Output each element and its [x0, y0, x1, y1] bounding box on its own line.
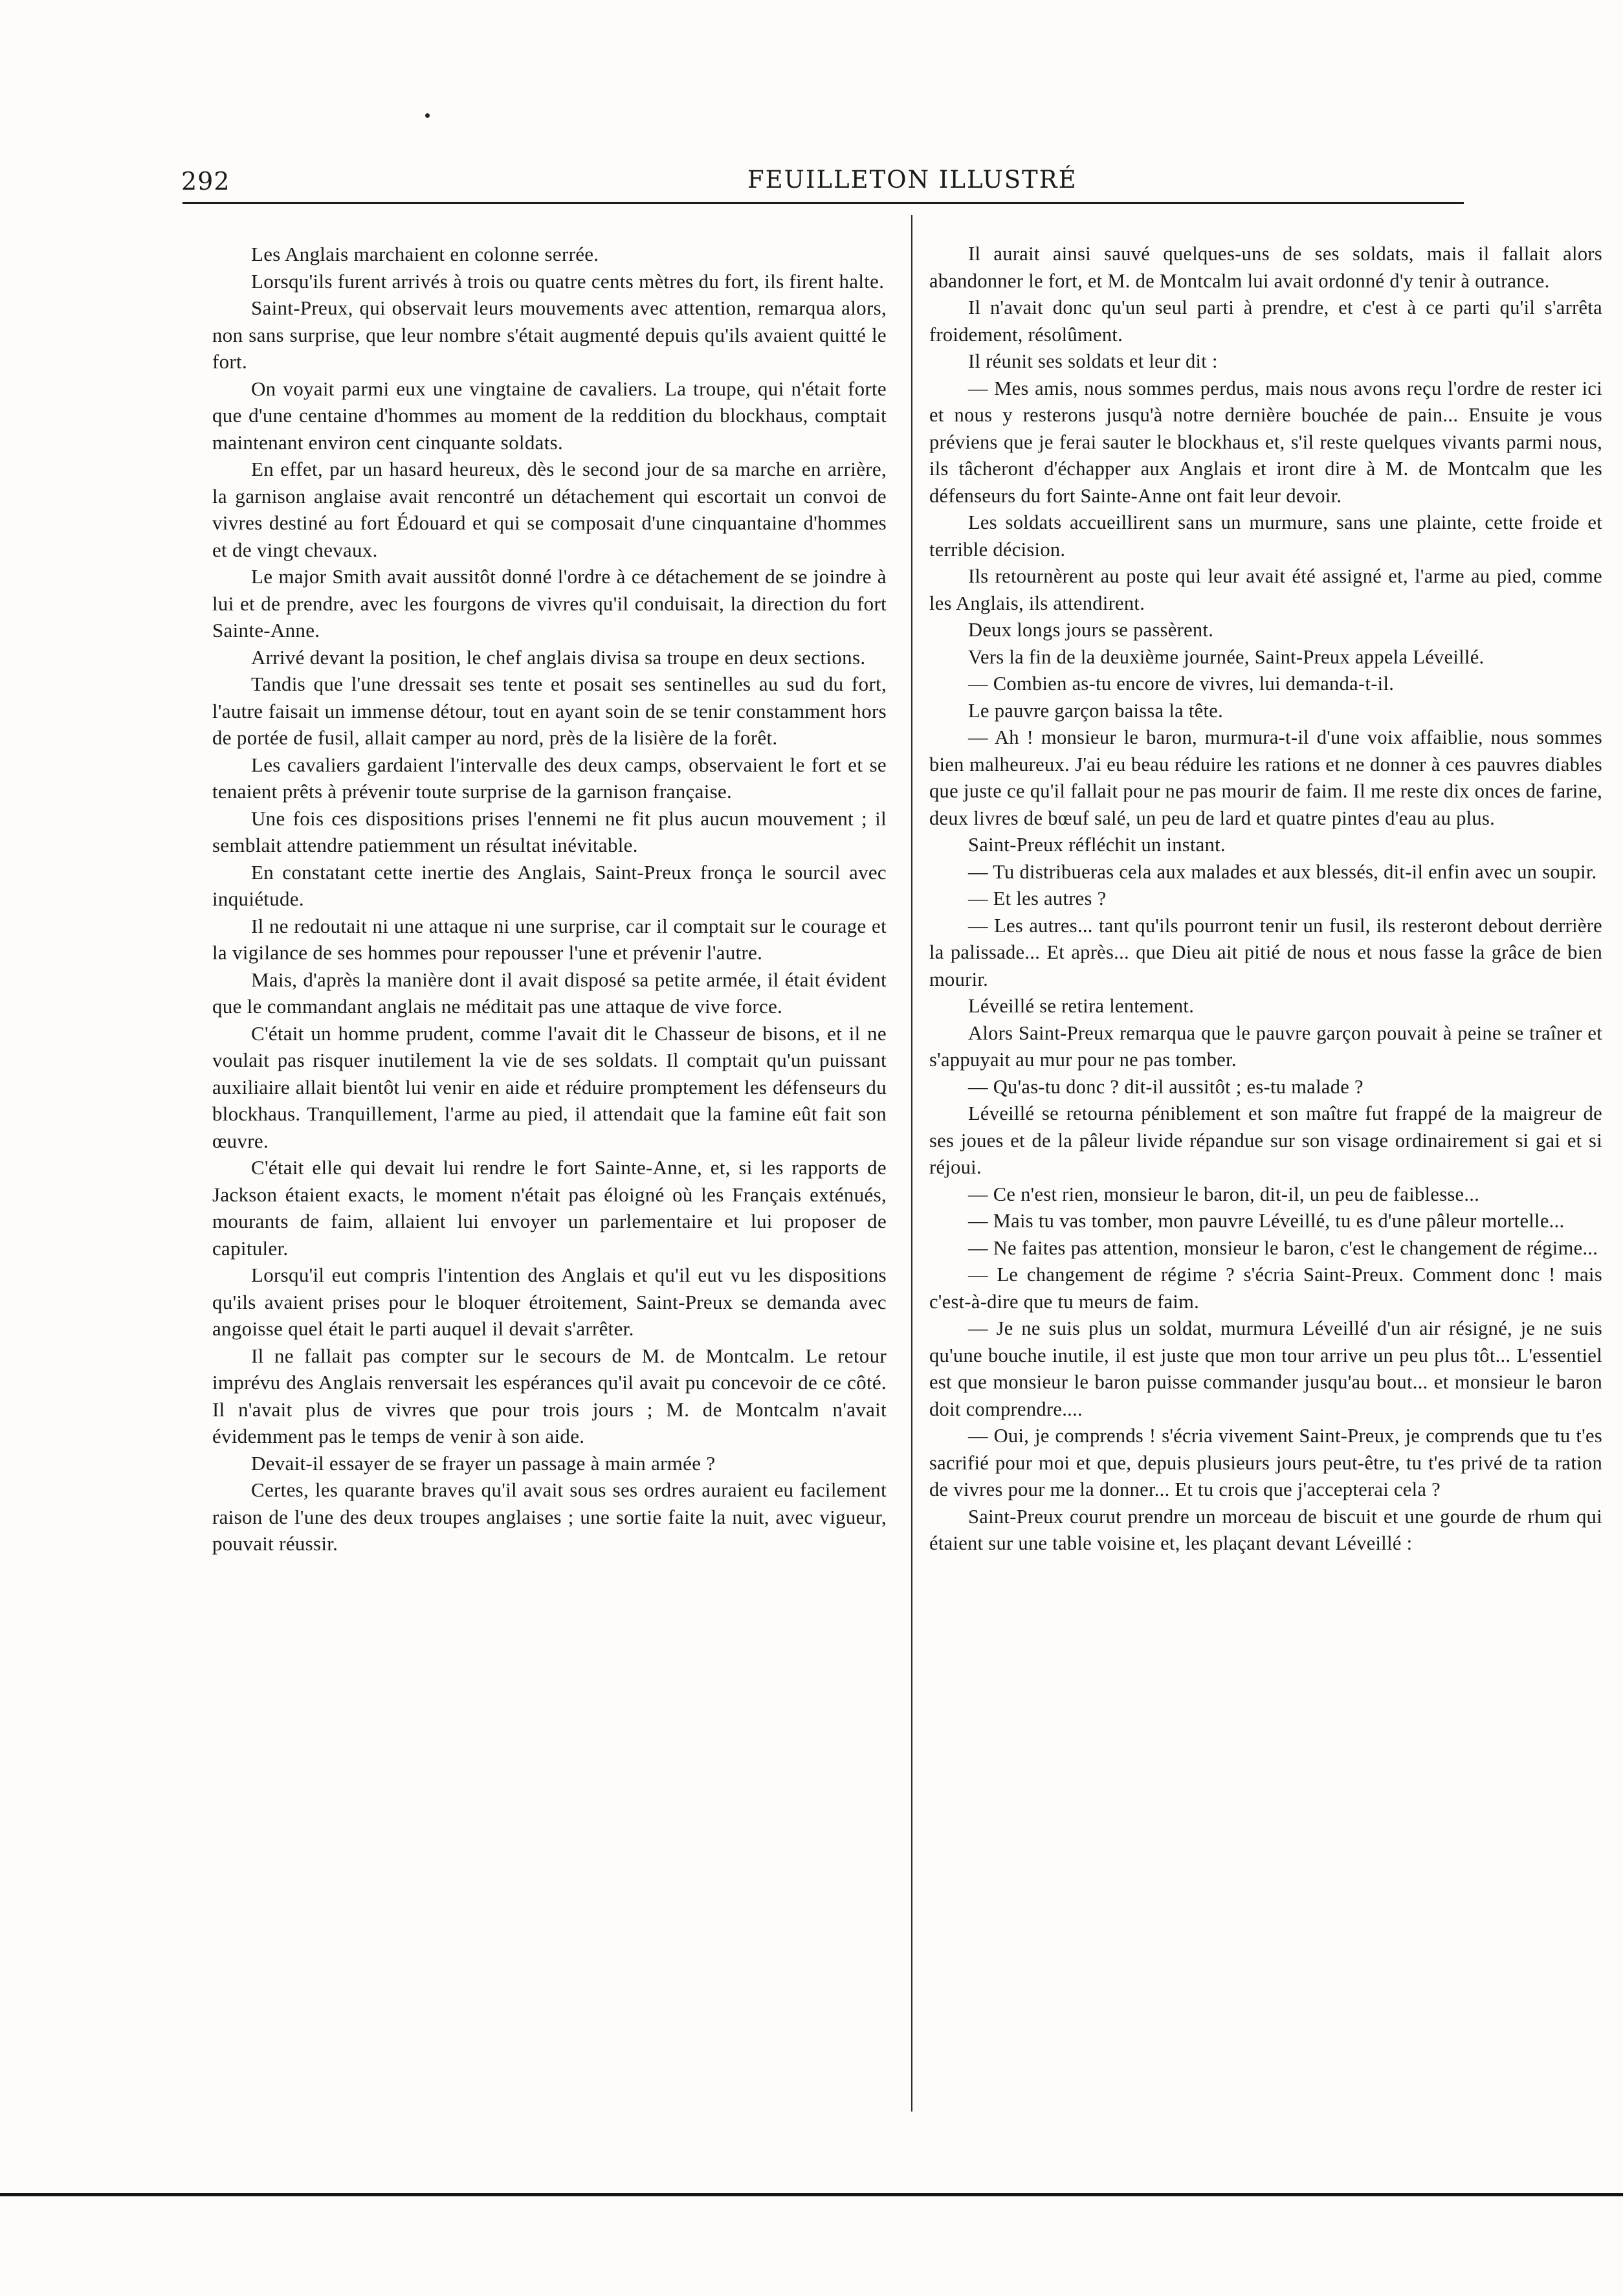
paragraph: Ils retournèrent au poste qui leur avait été assigné et, l'arme au pied, comme les Anglais, ils attendirent. [929, 565, 1602, 614]
paragraph: — Je ne suis plus un soldat, murmura Léveillé d'un air résigné, je ne suis qu'une bouche inutile, il est juste que mon tour arrive un peu plus tôt... L'essentiel est que monsieur le baron puisse commander jusqu'au bout... et monsieur le baron doit comprendre.... [929, 1317, 1602, 1420]
paragraph: — Oui, je comprends ! s'écria vivement Saint-Preux, je comprends que tu t'es sacrifié pour moi et que, depuis plusieurs jours peut-être, tu t'es privé de ta ration de vivres pour me la donner... Et tu crois que j'accepterai cela ? [929, 1425, 1602, 1500]
ink-speck [425, 113, 430, 118]
paragraph: C'était elle qui devait lui rendre le fort Sainte-Anne, et, si les rapports de Jackson étaient exacts, le moment n'était pas éloigné où les Français exténués, mourants de faim, allaient lui envoyer un parlementaire et lui proposer de capituler. [212, 1156, 887, 1260]
paragraph: Le major Smith avait aussitôt donné l'ordre à ce détachement de se joindre à lui et de prendre, avec les fourgons de vivres qu'il conduisait, la direction du fort Sainte-Anne. [212, 565, 887, 641]
paragraph: — Tu distribueras cela aux malades et aux blessés, dit-il enfin avec un soupir. [968, 860, 1597, 883]
paragraph: Mais, d'après la manière dont il avait disposé sa petite armée, il était évident que le commandant anglais ne méditait pas une attaque de vive force. [212, 968, 887, 1018]
paragraph: Une fois ces dispositions prises l'ennemi ne fit plus aucun mouvement ; il semblait attendre patiemment un résultat inévitable. [212, 807, 887, 856]
paragraph: Les Anglais marchaient en colonne serrée. [251, 243, 599, 265]
paragraph: Devait-il essayer de se frayer un passage à main armée ? [251, 1451, 716, 1475]
paragraph: — Combien as-tu encore de vivres, lui demanda-t-il. [968, 673, 1395, 695]
paragraph: Lorsqu'ils furent arrivés à trois ou quatre cents mètres du fort, ils firent halte. [251, 269, 885, 293]
paragraph: Lorsqu'il eut compris l'intention des Anglais et qu'il eut vu les dispositions qu'ils avaient prises pour le bloquer étroitement, Saint-Preux se demanda avec angoisse quel était le parti auquel il devait s'arrêter. [212, 1264, 887, 1340]
paragraph: Saint-Preux courut prendre un morceau de biscuit et une gourde de rhum qui étaient sur une table voisine et, les plaçant devant Léveillé : [929, 1505, 1602, 1554]
paragraph: Il ne fallait pas compter sur le secours de M. de Montcalm. Le retour imprévu des Anglais renversait les espérances qu'il avait pu concevoir de ce côté. Il n'avait plus de vivres que pour trois jours ; M. de Montcalm n'avait évidemment pas le temps de venir à son aide. [212, 1344, 887, 1447]
paragraph: C'était un homme prudent, comme l'avait dit le Chasseur de bisons, et il ne voulait pas risquer inutilement la vie de ses soldats. Il comptait qu'un puissant auxiliaire allait bientôt lui venir en aide et réduire promptement les défenseurs du blockhaus. Tranquillement, l'arme au pied, il attendait que la famine eût fait son œuvre. [212, 1021, 887, 1152]
right-column [929, 241, 1602, 1557]
paragraph: — Ce n'est rien, monsieur le baron, dit-il, un peu de faiblesse... [968, 1183, 1480, 1205]
paragraph: Léveillé se retourna péniblement et son maître fut frappé de la maigreur de ses joues et de la pâleur livide répandue sur son visage ordinairement si gai et si réjoui. [929, 1102, 1602, 1178]
left-column [212, 241, 887, 1557]
paragraph: — Mais tu vas tomber, mon pauvre Léveillé, tu es d'une pâleur mortelle... [968, 1210, 1565, 1232]
running-title: FEUILLETON ILLUSTRÉ [747, 166, 1077, 194]
paragraph: En constatant cette inertie des Anglais, Saint-Preux fronça le sourcil avec inquiétude. [212, 860, 887, 910]
paragraph: — Ne faites pas attention, monsieur le baron, c'est le changement de régime... [968, 1236, 1598, 1259]
paragraph: Alors Saint-Preux remarqua que le pauvre garçon pouvait à peine se traîner et s'appuyait au mur pour ne pas tomber. [929, 1021, 1602, 1071]
paragraph: Saint-Preux, qui observait leurs mouvements avec attention, remarqua alors, non sans surprise, que leur nombre s'était augmenté depuis qu'ils avaient quitté le fort. [212, 296, 887, 373]
paragraph: Léveillé se retira lentement. [968, 995, 1195, 1017]
page-number: 292 [181, 167, 230, 195]
paragraph: Il n'avait donc qu'un seul parti à prendre, et c'est à ce parti qu'il s'arrêta froidement, résolûment. [929, 296, 1602, 346]
paragraph: Tandis que l'une dressait ses tente et posait ses sentinelles au sud du fort, l'autre faisait un immense détour, tout en ayant soin de se tenir constamment hors de portée de fusil, allait camper au nord, près de la lisière de la forêt. [212, 673, 887, 749]
paragraph: — Les autres... tant qu'ils pourront tenir un fusil, ils resteront debout derrière la palissade... Et après... que Dieu ait pitié de nous et nous fasse la grâce de bien mourir. [929, 914, 1602, 990]
header-rule [182, 202, 1464, 204]
paragraph: Certes, les quarante braves qu'il avait sous ses ordres auraient eu facilement raison de l'une des deux troupes anglaises ; une sortie faite la nuit, avec vigueur, pouvait réussir. [212, 1478, 887, 1555]
paragraph: Le pauvre garçon baissa la tête. [968, 699, 1224, 722]
paragraph: Les soldats accueillirent sans un murmure, sans une plainte, cette froide et terrible décision. [929, 511, 1602, 561]
paragraph: En effet, par un hasard heureux, dès le second jour de sa marche en arrière, la garnison anglaise avait rencontré un détachement qui escortait un convoi de vivres destiné au fort Édouard et qui se composait d'une cinquantaine d'hommes et de vingt chevaux. [212, 458, 887, 561]
column-divider [911, 215, 912, 2112]
paragraph: Il réunit ses soldats et leur dit : [968, 350, 1218, 372]
paragraph: Saint-Preux réfléchit un instant. [968, 834, 1226, 856]
paragraph: — Le changement de régime ? s'écria Saint-Preux. Comment donc ! mais c'est-à-dire que tu meurs de faim. [929, 1264, 1602, 1313]
paragraph: — Et les autres ? [968, 887, 1107, 909]
paragraph: — Qu'as-tu donc ? dit-il aussitôt ; es-tu malade ? [968, 1075, 1364, 1098]
paragraph: Il aurait ainsi sauvé quelques-uns de ses soldats, mais il fallait alors abandonner le fort, et M. de Montcalm lui avait ordonné d'y tenir à outrance. [929, 243, 1602, 292]
paragraph: — Ah ! monsieur le baron, murmura-t-il d'une voix affaiblie, nous sommes bien malheureux. J'ai eu beau réduire les rations et ne donner à ces pauvres diables que juste ce qu'il fallait pour ne pas mourir de faim. Il me reste dix onces de farine, deux livres de bœuf salé, un peu de lard et quatre pintes d'eau au plus. [929, 726, 1602, 829]
paragraph: Les cavaliers gardaient l'intervalle des deux camps, observaient le fort et se tenaient prêts à prévenir toute surprise de la garnison française. [212, 753, 887, 803]
paragraph: Il ne redoutait ni une attaque ni une surprise, car il comptait sur le courage et la vigilance de ses hommes pour repousser l'une et prévenir l'autre. [212, 914, 887, 964]
paragraph: Deux longs jours se passèrent. [968, 619, 1214, 641]
paragraph: Vers la fin de la deuxième journée, Saint-Preux appela Léveillé. [968, 645, 1485, 668]
paragraph: Arrivé devant la position, le chef anglais divisa sa troupe en deux sections. [251, 645, 866, 669]
paragraph: — Mes amis, nous sommes perdus, mais nous avons reçu l'ordre de rester ici et nous y resterons jusqu'à notre dernière bouchée de pain... Ensuite je vous préviens que je ferai sauter le blockhaus et, s'il reste quelques vivants parmi nous, ils tâcheront d'échapper aux Anglais et iront dire à M. de Montcalm que les défenseurs du fort Sainte-Anne ont fait leur devoir. [929, 377, 1602, 507]
footer-rule [0, 2193, 1623, 2196]
paragraph: On voyait parmi eux une vingtaine de cavaliers. La troupe, qui n'était forte que d'une centaine d'hommes au moment de la reddition du blockhaus, comptait maintenant environ cent cinquante soldats. [212, 377, 887, 454]
